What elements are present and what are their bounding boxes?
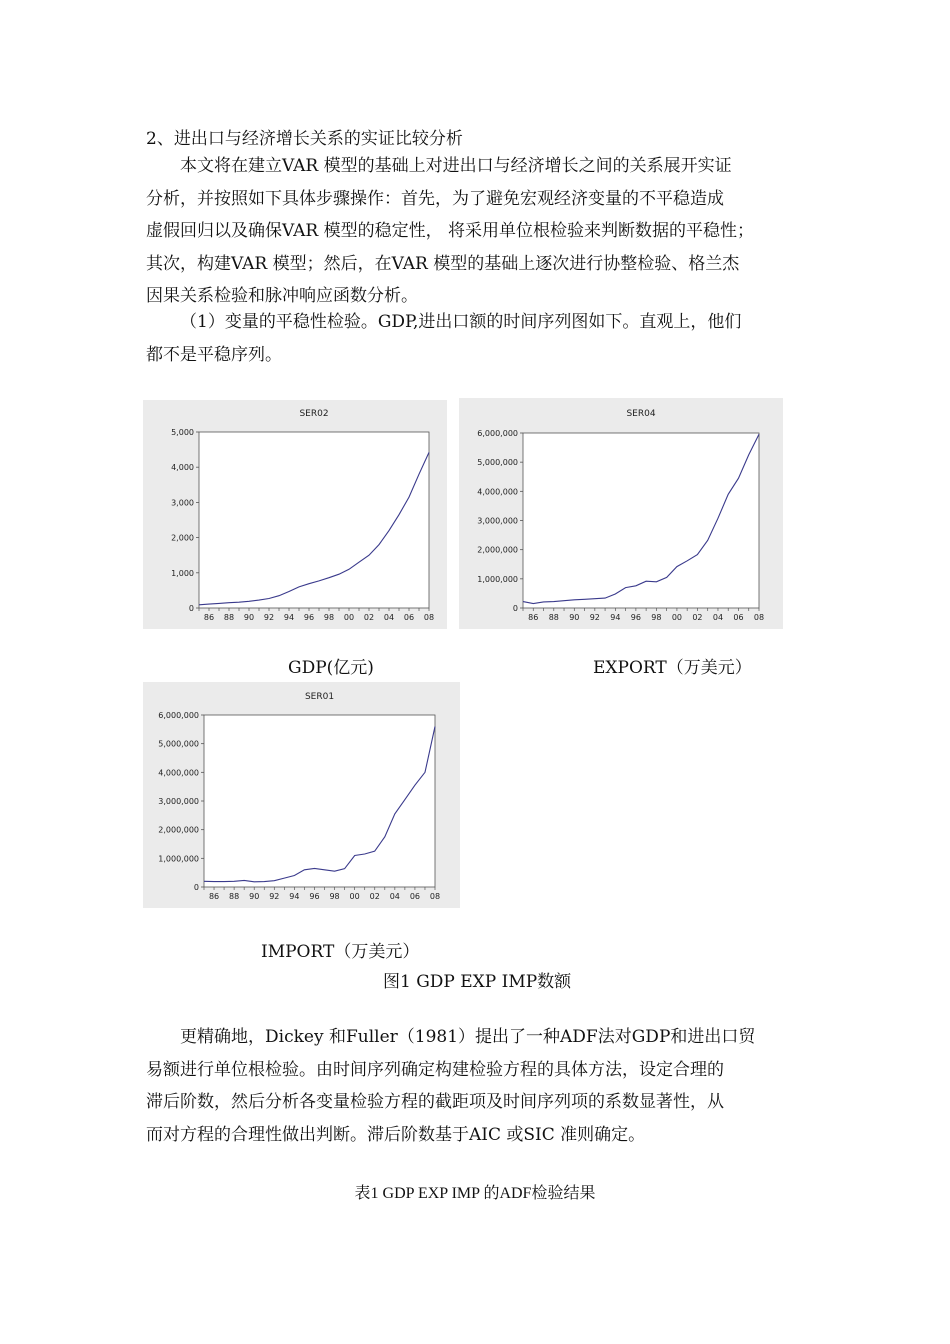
- caption-import: IMPORT（万美元）: [261, 942, 420, 962]
- x-tick-label: 04: [383, 613, 395, 622]
- x-tick-label: 06: [409, 892, 421, 901]
- x-tick-label: 02: [369, 892, 380, 901]
- paragraph-stationarity: [146, 306, 818, 371]
- x-tick-label: 98: [329, 892, 340, 901]
- y-tick-label: 1,000,000: [158, 854, 199, 864]
- x-tick-label: 00: [349, 892, 360, 901]
- y-tick-label: 3,000,000: [477, 516, 518, 526]
- x-tick-label: 92: [269, 892, 280, 901]
- x-tick-label: 06: [733, 613, 744, 622]
- x-tick-label: 90: [243, 613, 255, 622]
- y-tick-label: 5,000: [171, 428, 194, 437]
- y-tick-label: 0: [193, 883, 199, 892]
- paragraph-line: 滞后阶数，然后分析各变量检验方程的截距项及时间序列项的系数显著性，从: [146, 1092, 724, 1112]
- paragraph-line: 而对方程的合理性做出判断。滞后阶数基于AIC 或SIC 准则确定。: [146, 1124, 646, 1145]
- x-tick-label: 90: [249, 892, 260, 901]
- section-heading: 2、进出口与经济增长关系的实证比较分析: [146, 129, 463, 149]
- x-tick-label: 08: [423, 613, 435, 622]
- x-tick-label: 88: [223, 613, 235, 622]
- x-tick-label: 88: [548, 613, 559, 622]
- plot-area: [199, 432, 429, 608]
- x-tick-label: 08: [429, 892, 441, 901]
- chart-import: [143, 682, 460, 908]
- paragraph-line: 本文将在建立VAR 模型的基础上对进出口与经济增长之间的关系展开实证: [180, 156, 732, 176]
- y-tick-label: 1,000: [171, 568, 194, 578]
- x-tick-label: 94: [610, 613, 621, 622]
- x-tick-label: 06: [403, 613, 415, 622]
- x-tick-label: 96: [303, 613, 315, 622]
- x-tick-label: 90: [569, 613, 580, 622]
- y-tick-label: 0: [512, 604, 518, 613]
- y-tick-label: 2,000,000: [477, 545, 518, 555]
- x-tick-label: 86: [208, 892, 220, 901]
- paragraph-line: 虚假回归以及确保VAR 模型的稳定性， 将采用单位根检验来判断数据的平稳性；: [146, 221, 755, 241]
- paragraph-line: （1）变量的平稳性检验。GDP,进出口额的时间序列图如下。直观上，他们: [180, 312, 742, 332]
- paragraph-line: 都不是平稳序列。: [146, 344, 282, 365]
- y-tick-label: 3,000,000: [158, 797, 199, 806]
- x-tick-label: 96: [630, 613, 641, 622]
- chart-title: SER04: [626, 409, 656, 419]
- chart-import-svg: [143, 682, 460, 908]
- y-tick-label: 4,000,000: [477, 487, 518, 497]
- x-tick-label: 98: [651, 613, 662, 622]
- y-tick-label: 0: [188, 604, 194, 613]
- chart-gdp: [143, 400, 447, 629]
- paragraph-line: 因果关系检验和脉冲响应函数分析。: [146, 286, 418, 306]
- paragraph-adf: [146, 1021, 818, 1151]
- y-tick-label: 6,000,000: [477, 429, 518, 438]
- x-tick-label: 96: [309, 892, 320, 901]
- x-tick-label: 86: [528, 613, 539, 622]
- x-tick-label: 98: [323, 613, 335, 622]
- y-tick-label: 2,000,000: [158, 825, 199, 835]
- y-tick-label: 5,000,000: [158, 739, 199, 749]
- x-tick-label: 00: [671, 613, 683, 622]
- x-tick-label: 92: [589, 613, 600, 622]
- x-tick-label: 92: [263, 613, 275, 622]
- caption-gdp: GDP(亿元): [288, 658, 374, 678]
- y-tick-label: 3,000: [171, 498, 194, 508]
- y-tick-label: 2,000: [171, 533, 194, 543]
- y-tick-label: 4,000,000: [158, 768, 199, 778]
- table-caption: 表1 GDP EXP IMP 的ADF检验结果: [354, 1185, 596, 1202]
- x-tick-label: 02: [692, 613, 703, 622]
- plot-area: [204, 715, 435, 887]
- paragraph-line: 更精确地，Dickey 和Fuller（1981）提出了一种ADF法对GDP和进出口贸: [180, 1027, 756, 1047]
- plot-area: [523, 433, 759, 608]
- x-tick-label: 08: [753, 613, 765, 622]
- y-tick-label: 4,000: [171, 463, 194, 473]
- y-tick-label: 5,000,000: [477, 458, 518, 468]
- x-tick-label: 04: [389, 892, 400, 901]
- paragraph-line: 分析，并按照如下具体步骤操作：首先，为了避免宏观经济变量的不平稳造成: [146, 188, 724, 209]
- y-tick-label: 1,000,000: [477, 574, 518, 584]
- paragraph-line: 其次，构建VAR 模型；然后，在VAR 模型的基础上逐次进行协整检验、格兰杰: [146, 253, 740, 274]
- x-tick-label: 94: [289, 892, 300, 901]
- x-tick-label: 00: [343, 613, 355, 622]
- chart-export: [459, 398, 783, 629]
- paragraph-line: 易额进行单位根检验。由时间序列确定构建检验方程的具体方法，设定合理的: [146, 1059, 724, 1080]
- caption-export: EXPORT（万美元）: [593, 658, 752, 678]
- x-tick-label: 02: [363, 613, 375, 622]
- paragraph-method: [146, 150, 818, 313]
- x-tick-label: 94: [283, 613, 295, 622]
- figure-caption: 图1 GDP EXP IMP数额: [383, 972, 572, 992]
- x-tick-label: 04: [712, 613, 724, 622]
- x-tick-label: 86: [203, 613, 215, 622]
- chart-title: SER01: [304, 692, 335, 702]
- x-tick-label: 88: [229, 892, 240, 901]
- chart-export-svg: [459, 398, 783, 629]
- chart-gdp-svg: [143, 400, 447, 629]
- y-tick-label: 6,000,000: [158, 711, 199, 720]
- chart-title: SER02: [299, 409, 329, 419]
